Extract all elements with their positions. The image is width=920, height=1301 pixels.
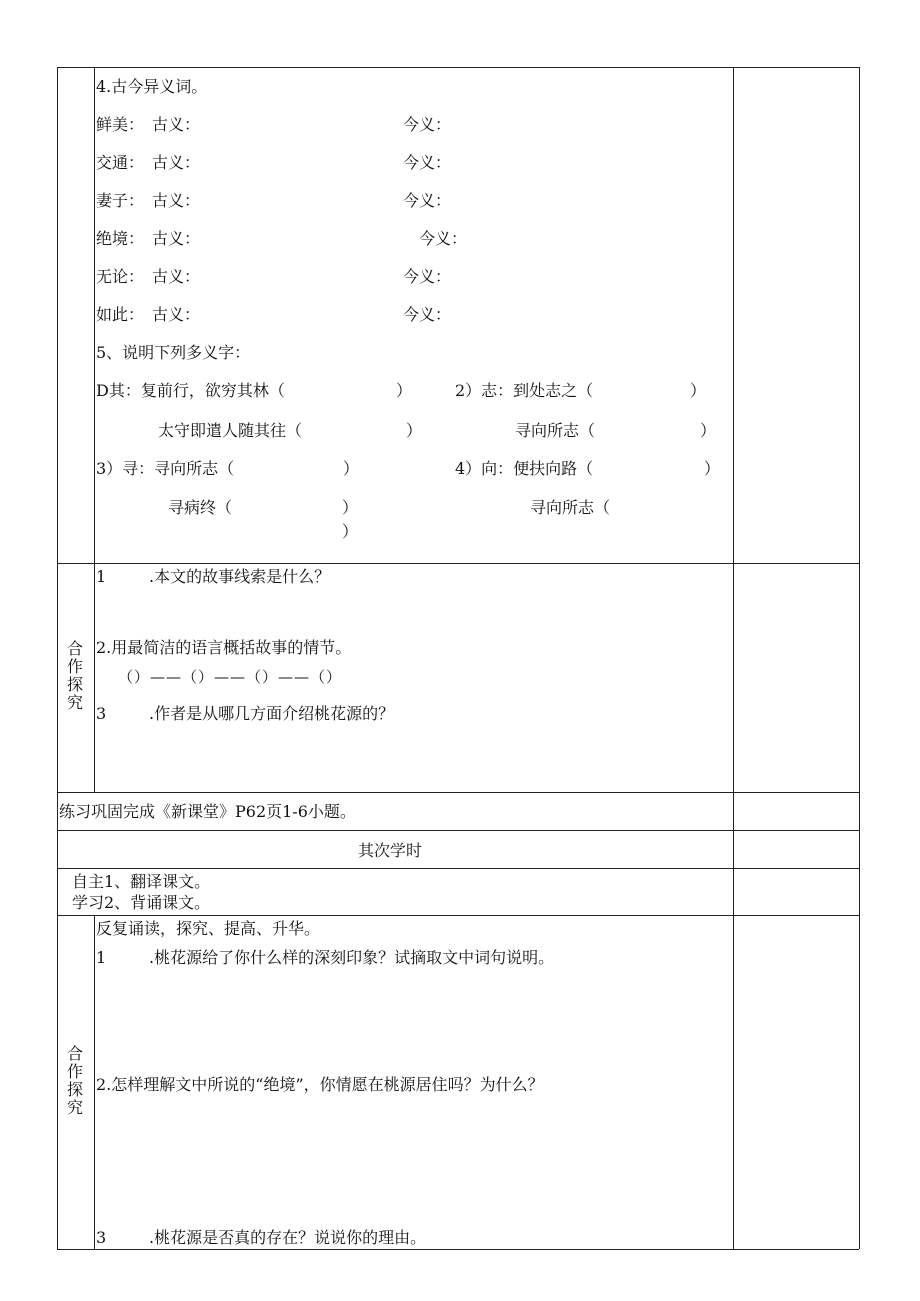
practice-row: 练习巩固完成《新课堂》P62页1-6小题。 — [59, 802, 356, 821]
question-2-text: 2.怎样理解文中所说的“绝境”，你情愿在桃源居住吗？为什么？ — [96, 1075, 544, 1094]
ancient-meaning-label: 古义： — [152, 153, 201, 172]
polysemy-item-3b: 寻病终（ — [168, 498, 233, 517]
self-study-line-1: 自主1、翻译课文。 — [72, 872, 211, 891]
row-label-cooperative-inquiry: 合作探究 — [66, 1044, 83, 1117]
word-label: 绝境： — [96, 229, 145, 248]
row-border-3 — [57, 830, 859, 831]
polysemy-blank-close: ） — [406, 421, 423, 440]
polysemy-item-1a: D其：复前行，欲穷其林（ — [96, 381, 285, 400]
polysemy-item-4b: 寻向所志（ — [530, 498, 611, 517]
polysemy-blank-close: ） — [700, 421, 717, 440]
modern-meaning-label: 今义： — [403, 267, 452, 286]
word-label: 交通： — [96, 153, 145, 172]
modern-meaning-label: 今义： — [403, 305, 452, 324]
ancient-meaning-label: 古义： — [152, 229, 201, 248]
polysemy-item-3a: 3）寻：寻向所志（ — [96, 459, 235, 478]
row-border-1 — [57, 563, 859, 564]
question-2-text: 2.用最简洁的语言概括故事的情节。 — [96, 638, 352, 657]
row-border-5 — [57, 915, 859, 916]
polysemy-blank-close: ） — [690, 381, 707, 400]
word-label: 鲜美： — [96, 115, 145, 134]
polysemy-blank-close: ） — [396, 381, 413, 400]
section-intro: 反复诵读，探究、提高、升华。 — [96, 919, 321, 938]
question-1-text: .桃花源给了你什么样的深刻印象？试摘取文中词句说明。 — [149, 948, 555, 967]
polysemy-item-2b: 寻向所志（ — [515, 421, 596, 440]
ancient-meaning-label: 古义： — [152, 305, 201, 324]
question-number: 3 — [96, 1228, 107, 1247]
word-label: 无论： — [96, 267, 145, 286]
modern-meaning-label: 今义： — [403, 115, 452, 134]
polysemy-blank-close: ） — [704, 459, 721, 478]
polysemy-item-4a: 4）向：便扶向路（ — [455, 459, 594, 478]
row-border-4 — [57, 868, 859, 869]
plot-blanks: （）——（）——（）——（） — [118, 668, 343, 686]
ancient-meaning-label: 古义： — [152, 267, 201, 286]
polysemy-blank-close: ） — [342, 522, 359, 541]
ancient-meaning-label: 古义： — [152, 115, 201, 134]
question-1-text: .本文的故事线索是什么？ — [149, 567, 331, 586]
modern-meaning-label: 今义： — [419, 229, 468, 248]
row-border-top — [57, 67, 859, 68]
second-lesson-title: 其次学时 — [358, 841, 423, 860]
question-number: 1 — [96, 948, 107, 967]
question-number: 1 — [96, 567, 107, 586]
modern-meaning-label: 今义： — [403, 191, 452, 210]
q5-title: 5、说明下列多义字： — [96, 343, 251, 362]
polysemy-item-1b: 太守即遣人随其往（ — [158, 421, 303, 440]
col-border-left — [57, 67, 58, 1249]
word-label: 如此： — [96, 305, 145, 324]
self-study-line-2: 学习2、背诵课文。 — [72, 893, 211, 912]
modern-meaning-label: 今义： — [403, 153, 452, 172]
col-border-notes — [733, 67, 734, 1249]
col-border-right — [859, 67, 860, 1249]
col-border-label-b — [94, 915, 95, 1249]
polysemy-blank-close: ） — [342, 498, 359, 517]
col-border-label-a — [94, 67, 95, 792]
q4-title: 4.古今异义词。 — [96, 77, 208, 96]
ancient-meaning-label: 古义： — [152, 191, 201, 210]
row-label-cooperative-inquiry: 合作探究 — [66, 639, 83, 712]
question-number: 3 — [96, 704, 107, 723]
polysemy-item-2a: 2）志：到处志之（ — [455, 381, 594, 400]
word-label: 妻子： — [96, 191, 145, 210]
row-border-2 — [57, 792, 859, 793]
question-3-text: .桃花源是否真的存在？说说你的理由。 — [149, 1228, 427, 1247]
question-3-text: .作者是从哪几方面介绍桃花源的？ — [149, 704, 395, 723]
row-border-bottom — [57, 1249, 859, 1250]
polysemy-blank-close: ） — [343, 459, 360, 478]
